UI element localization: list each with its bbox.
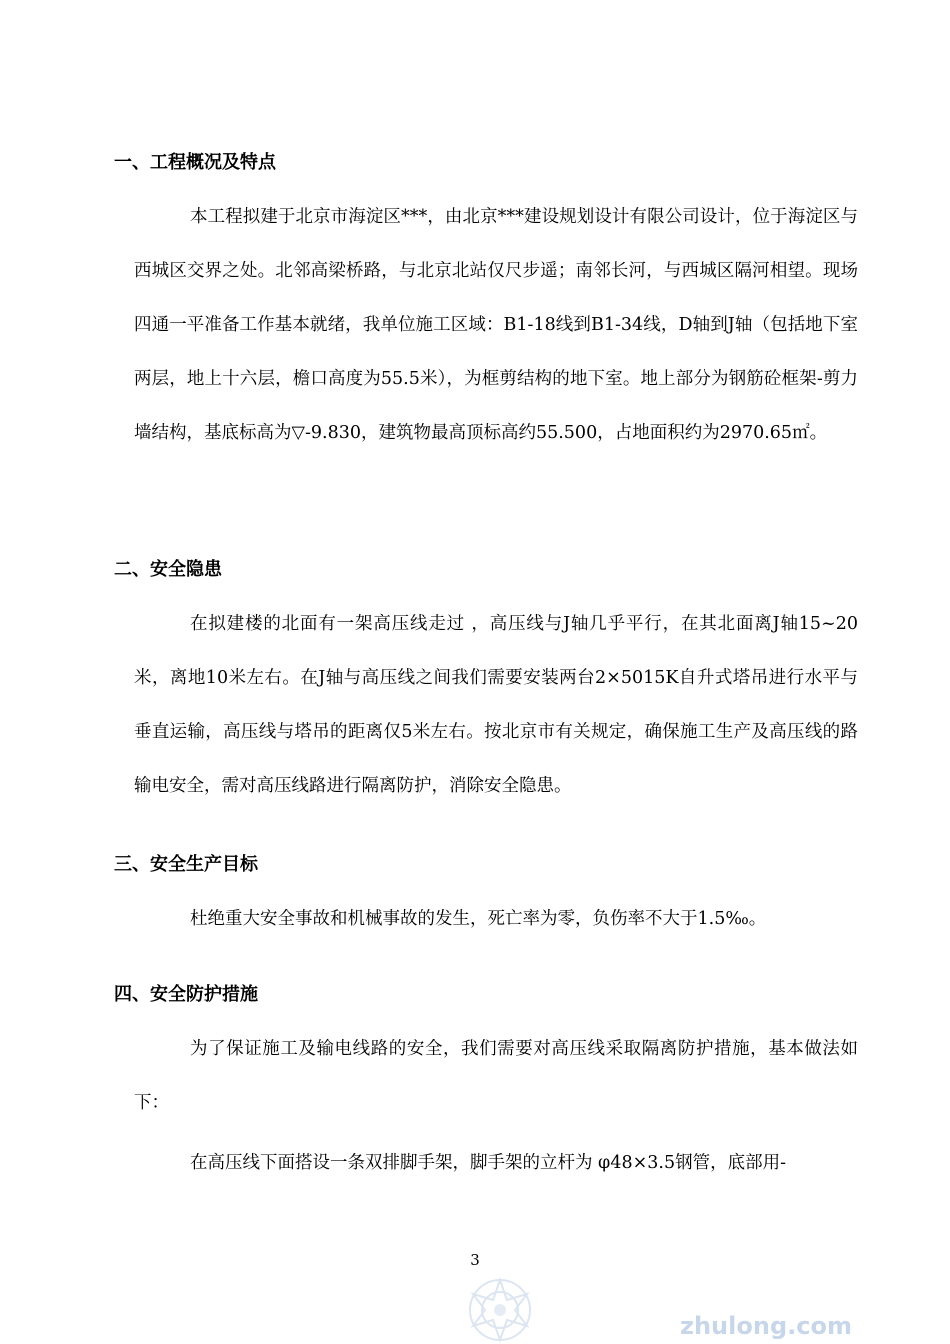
watermark-logo-icon bbox=[445, 1262, 555, 1344]
section-3-paragraph-1: 杜绝重大安全事故和机械事故的发生，死亡率为零，负伤率不大于1.5‰。 bbox=[190, 909, 767, 929]
section-4-paragraph-1: 为了保证施工及输电线路的安全，我们需要对高压线采取隔离防护措施，基本做法如下： bbox=[134, 1039, 858, 1113]
section-2-paragraph-1: 在拟建楼的北面有一架高压线走过 ，高压线与J轴几乎平行，在其北面离J轴15~20米，离地10米左右。在J轴与高压线之间我们需要安装两台2×5015K自升式塔吊进行水平与垂直运输，高压线与塔吊的距离仅5米左右。按北京市有关规定，确保施工生产及高压线的路输电安全，需对高压线路进行隔离防护，消除安全隐患。 bbox=[134, 614, 858, 796]
section-heading-3: 三、安全生产目标 bbox=[114, 854, 258, 875]
watermark-text: zhulong.com bbox=[680, 1312, 852, 1340]
section-heading-2: 二、安全隐患 bbox=[114, 559, 222, 580]
section-heading-1: 一、工程概况及特点 bbox=[114, 152, 276, 173]
page-number: 3 bbox=[470, 1251, 480, 1269]
section-heading-4: 四、安全防护措施 bbox=[114, 984, 258, 1005]
section-1-paragraph-1: 本工程拟建于北京市海淀区***，由北京***建设规划设计有限公司设计，位于海淀区与西城区交界之处。北邻高梁桥路，与北京北站仅尺步遥；南邻长河，与西城区隔河相望。现场四通一平准备工作基本就绪，我单位施工区域：B1-18线到B1-34线，D轴到J轴（包括地下室两层，地上十六层，檐口高度为55.5米），为框剪结构的地下室。地上部分为钢筋砼框架-剪力墙结构，基底标高为▽-9.830，建筑物最高顶标高约55.500，占地面积约为2970.65㎡。 bbox=[134, 207, 858, 443]
section-4-paragraph-2: 在高压线下面搭设一条双排脚手架，脚手架的立杆为 φ48×3.5钢管，底部用- bbox=[190, 1153, 786, 1173]
